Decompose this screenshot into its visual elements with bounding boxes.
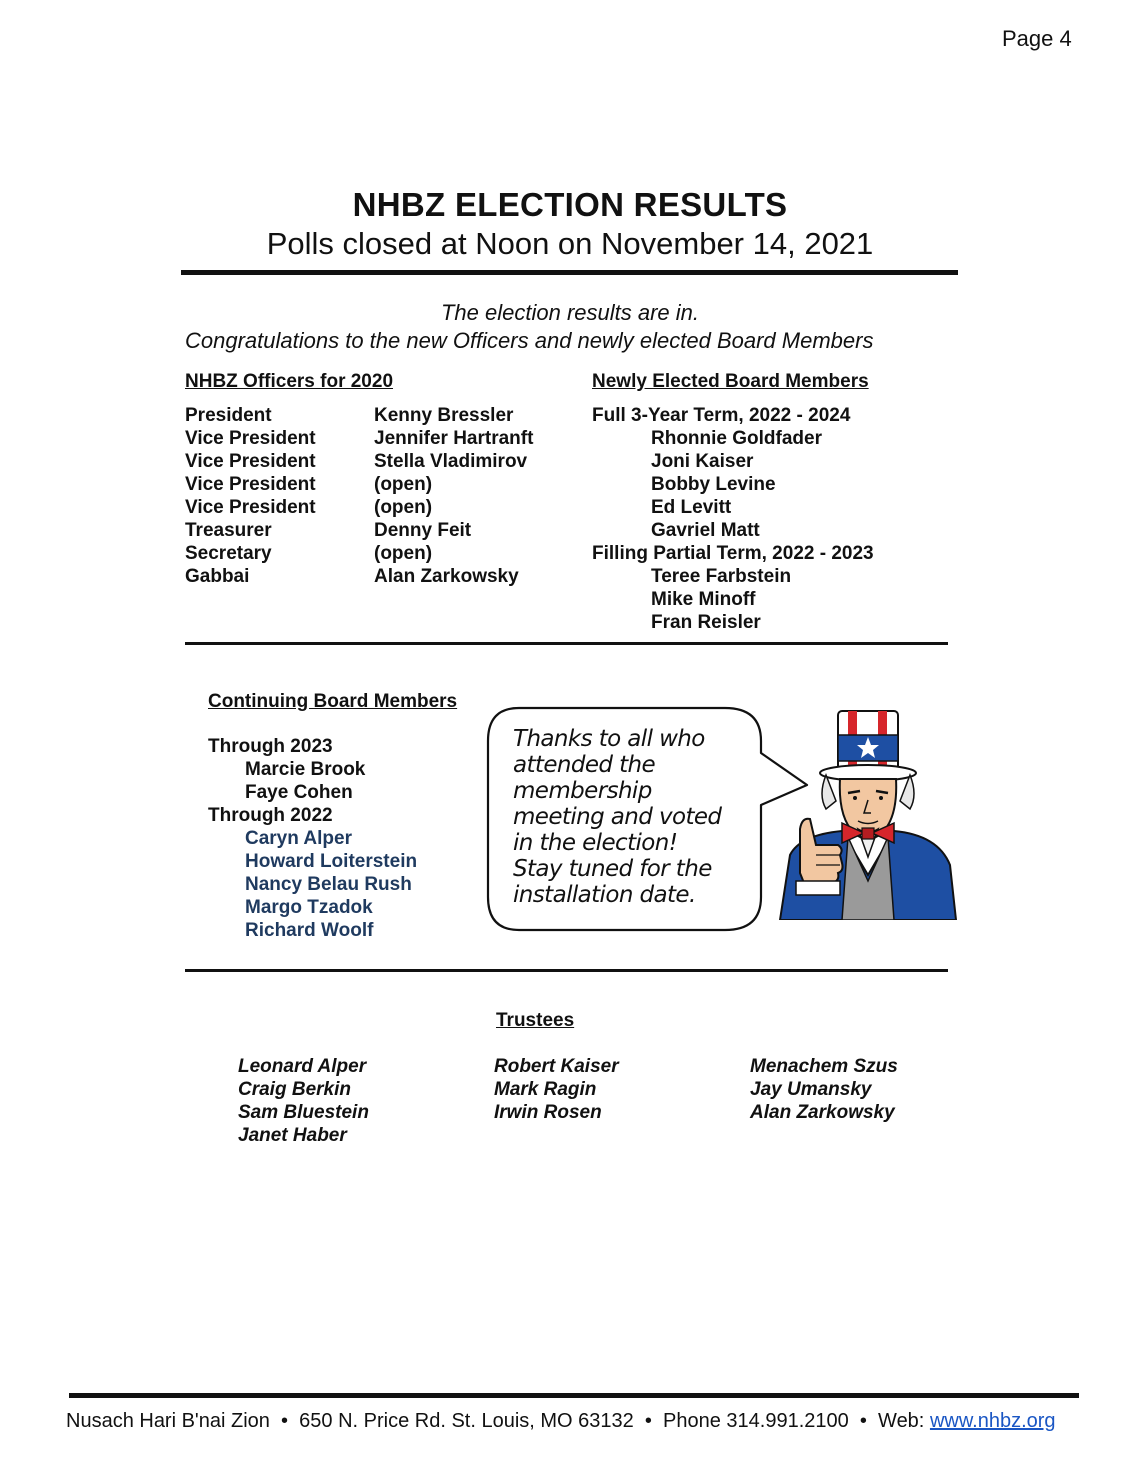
officer-role: Vice President (185, 451, 316, 472)
continuing-member: Marcie Brook (245, 759, 366, 780)
footer-address: 650 N. Price Rd. St. Louis, MO 63132 (299, 1410, 634, 1432)
trustee-name: Janet Haber (238, 1125, 347, 1146)
footer-org: Nusach Hari B'nai Zion (66, 1410, 270, 1432)
officer-name: (open) (374, 474, 433, 495)
continuing-member: Faye Cohen (245, 782, 353, 803)
intro-line-2: Congratulations to the new Officers and newly elected Board Members (185, 328, 874, 353)
officer-name: Stella Vladimirov (374, 451, 528, 472)
continuing-member: Nancy Belau Rush (245, 874, 412, 895)
trustee-name: Menachem Szus (750, 1056, 898, 1077)
officer-role: Vice President (185, 497, 316, 518)
trustees-heading: Trustees (496, 1010, 575, 1031)
trustee-name: Leonard Alper (238, 1056, 367, 1077)
bubble-line: installation date. (513, 882, 696, 908)
trustee-name: Craig Berkin (238, 1079, 351, 1100)
board-member: Rhonnie Goldfader (651, 428, 822, 449)
footer-separator: • (644, 1410, 652, 1432)
board-member: Mike Minoff (651, 589, 756, 610)
bubble-line: membership (513, 778, 652, 804)
footer-web-label: Web: (878, 1410, 925, 1432)
board-member: Teree Farbstein (651, 566, 792, 587)
board-member: Bobby Levine (651, 474, 776, 495)
board-member: Gavriel Matt (651, 520, 760, 541)
footer-divider (69, 1393, 1079, 1398)
section-divider-2 (185, 969, 948, 972)
page-subtitle: Polls closed at Noon on November 14, 2021 (266, 226, 874, 261)
trustee-name: Alan Zarkowsky (750, 1102, 895, 1123)
continuing-member: Richard Woolf (245, 920, 374, 941)
page-number: Page 4 (1002, 26, 1072, 51)
continuing-heading: Continuing Board Members (208, 691, 458, 712)
continuing-member: Howard Loiterstein (245, 851, 418, 872)
officer-name: (open) (374, 497, 433, 518)
trustees-column-2 (494, 1055, 619, 1124)
speech-bubble-text (513, 726, 721, 908)
officer-name: Alan Zarkowsky (374, 566, 519, 587)
officer-role: Secretary (185, 543, 272, 564)
continuing-list (208, 735, 417, 942)
officer-name: Kenny Bressler (374, 405, 514, 426)
trustee-name: Irwin Rosen (494, 1102, 602, 1123)
footer-phone: Phone 314.991.2100 (663, 1410, 849, 1432)
officers-heading: NHBZ Officers for 2020 (185, 371, 394, 392)
trustee-name: Jay Umansky (750, 1079, 872, 1100)
board-member: Fran Reisler (651, 612, 761, 633)
new-board-heading: Newly Elected Board Members (592, 371, 869, 392)
trustees-column-1 (238, 1055, 369, 1147)
footer-separator: • (281, 1410, 289, 1432)
bubble-line: Stay tuned for the (513, 856, 712, 882)
bubble-line: Thanks to all who (513, 726, 705, 752)
trustee-name: Sam Bluestein (238, 1102, 369, 1123)
bubble-line: attended the (513, 752, 656, 778)
officer-names-list (374, 404, 533, 588)
officer-role: Treasurer (185, 520, 272, 541)
trustee-name: Mark Ragin (494, 1079, 597, 1100)
footer-separator: • (859, 1410, 867, 1432)
through-2022-label: Through 2022 (208, 805, 333, 826)
trustee-name: Robert Kaiser (494, 1056, 619, 1077)
bubble-line: meeting and voted (513, 804, 722, 830)
continuing-member: Margo Tzadok (245, 897, 373, 918)
continuing-member: Caryn Alper (245, 828, 352, 849)
full-term-label: Full 3-Year Term, 2022 - 2024 (592, 405, 851, 426)
intro-line-1: The election results are in. (440, 300, 700, 325)
officer-roles-list (185, 404, 316, 588)
officer-name: Denny Feit (374, 520, 472, 541)
officer-name: Jennifer Hartranft (374, 428, 534, 449)
officer-role: Vice President (185, 428, 316, 449)
title-divider (181, 270, 958, 275)
website-link[interactable]: www.nhbz.org (929, 1410, 1056, 1432)
board-member: Ed Levitt (651, 497, 732, 518)
new-board-list (592, 404, 874, 634)
bubble-line: in the election! (513, 830, 678, 856)
trustees-column-3 (750, 1055, 898, 1124)
through-2023-label: Through 2023 (208, 736, 333, 757)
officer-role: Vice President (185, 474, 316, 495)
partial-term-label: Filling Partial Term, 2022 - 2023 (592, 543, 874, 564)
officer-role: President (185, 405, 272, 426)
officer-role: Gabbai (185, 566, 250, 587)
board-member: Joni Kaiser (651, 451, 754, 472)
uncle-sam-illustration (760, 705, 960, 920)
page-title: NHBZ ELECTION RESULTS (352, 186, 788, 223)
officer-name: (open) (374, 543, 433, 564)
section-divider-1 (185, 642, 948, 645)
footer (66, 1410, 1056, 1433)
